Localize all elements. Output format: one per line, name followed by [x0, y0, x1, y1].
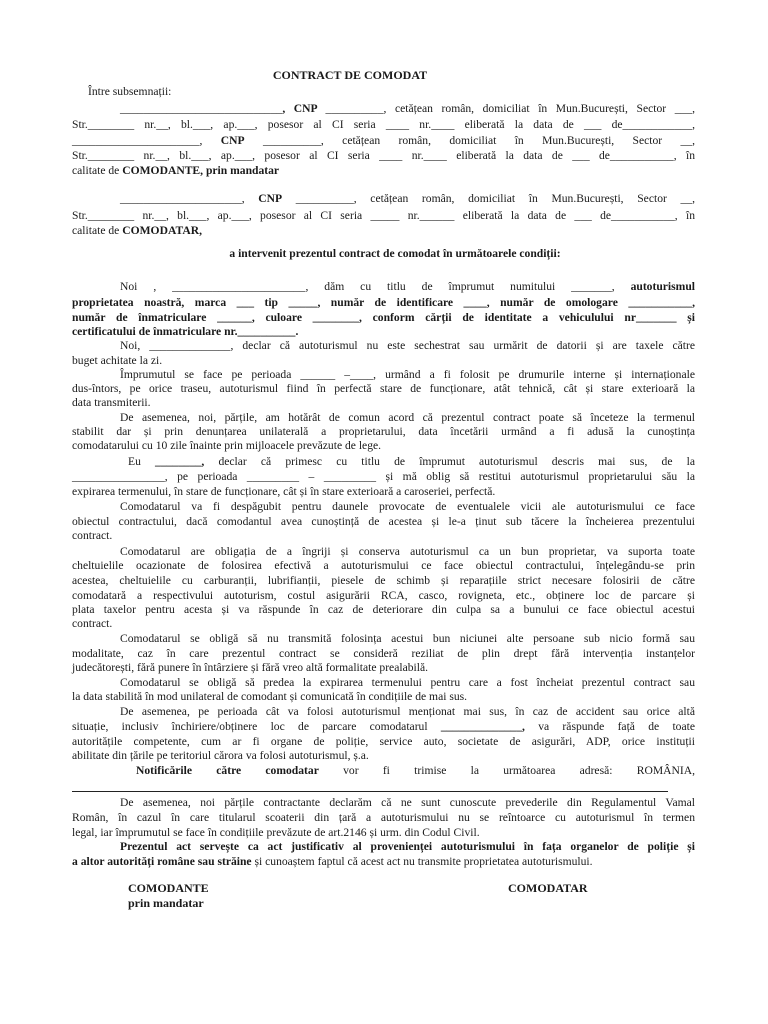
address-underline	[72, 791, 668, 792]
contract-line	[72, 164, 279, 178]
conditions-heading: a intervenit prezentul contract de comodat în următoarele condiții:	[229, 247, 561, 260]
text-segment: ________________, pe perioada _________ – _________ și mă oblig să restitui autoturismul proprietarului său la	[72, 470, 695, 483]
contract-line	[128, 455, 695, 469]
text-segment: autoturismul	[630, 280, 695, 293]
intro-text: Între subsemnații:	[88, 85, 172, 98]
text-segment: proprietatea noastră, marca ___ tip _____, număr de identificare ____, număr de omologare ___________,	[72, 296, 695, 309]
text-segment: contract.	[72, 529, 113, 542]
contract-line	[120, 102, 695, 116]
contract-line	[72, 311, 695, 325]
text-segment: acestea, cheltuielile cu carburanții, lubrifianții, piesele de schimb și reparațiile strict necesare folosirii de către	[72, 574, 695, 587]
contract-line	[72, 749, 369, 763]
contract-line	[120, 339, 695, 353]
contract-line	[72, 589, 695, 603]
contract-line	[120, 840, 695, 854]
text-segment: legal, iar împrumutul se face în condițiile prevăzute de art.2146 și urm. din Codul Civil.	[72, 826, 480, 839]
text-segment: buget achitate la zi.	[72, 354, 163, 367]
text-segment: a altor autorități române sau străine	[72, 855, 252, 868]
contract-line	[72, 118, 695, 132]
contract-line	[72, 603, 695, 617]
contract-line	[72, 325, 298, 339]
text-segment: Comodatarul are obligația de a îngriji și conserva autoturismul ca un bun proprietar, va suporta toate	[120, 545, 695, 558]
contract-line	[72, 149, 695, 163]
text-segment: calitate de	[72, 164, 123, 177]
text-segment: va răspunde față de toate	[524, 720, 695, 733]
contract-line	[120, 705, 695, 719]
text-segment: stabilit dar și prin denunțarea unilaterală a proprietarului, data încetării urmând a fi adusă la cunoștința	[72, 425, 695, 438]
text-segment: De asemenea, pe perioada cât va folosi autoturismul menționat mai sus, în caz de accident sau orice altă	[120, 705, 695, 718]
text-segment: Român, în cazul în care titularul scoaterii din țară a autoturismului nu se reîntoarce cu autoturismul în termen	[72, 811, 695, 824]
signature-comodante: COMODANTE	[128, 881, 209, 895]
contract-line	[72, 617, 112, 631]
text-segment: , CNP	[282, 102, 326, 115]
text-segment: și cunoaștem faptul că acest act nu transmite proprietatea autoturismului.	[251, 855, 593, 868]
contract-line	[72, 382, 695, 396]
contract-line	[72, 559, 695, 573]
contract-line	[72, 529, 112, 543]
text-segment: vor fi trimise la următoarea adresă: ROMÂNIA,	[318, 764, 696, 777]
text-segment: __________, cetățean român, domiciliat în Mun.București, Sector __,	[244, 134, 696, 147]
text-segment: calitate de	[72, 224, 123, 237]
contract-line	[72, 574, 695, 588]
text-segment: expirarea termenului, în stare de funcționare, cât și în stare exterioară a caroseriei, perfectă.	[72, 485, 496, 498]
contract-line	[72, 855, 593, 869]
text-segment: Prezentul act servește ca act justificativ al provenienței autoturismului în fața organelor de poliție și	[120, 840, 695, 853]
contract-line	[72, 396, 151, 410]
contract-line	[72, 470, 695, 484]
text-segment: contract.	[72, 617, 113, 630]
text-segment: situație, inclusiv închiriere/obținere loc de parcare comodatarul	[72, 720, 441, 733]
text-segment: certificatului de înmatriculare nr.__________.	[72, 325, 299, 338]
text-segment: Str.________ nr.__, bl.___, ap.___, posesor al CI seria ____ nr.____ eliberată la data de ___ de____________,	[72, 118, 695, 131]
text-segment: Eu	[128, 455, 156, 468]
contract-line	[136, 764, 695, 778]
text-segment: Împrumutul se face pe perioada ______ –____, urmând a fi folosit pe drumurile interne și internaționale	[120, 368, 695, 381]
contract-line	[72, 224, 202, 238]
text-segment: plata taxelor pentru acesta și va răspunde în caz de deteriorare din culpa sa a bunului ce face obiectul acestui	[72, 603, 695, 616]
text-segment: comodatară a respectivului autoturism, costul asigurării RCA, casco, rovigneta, etc., obținere loc de parcare și	[72, 589, 695, 602]
contract-line	[120, 500, 695, 514]
contract-line	[72, 354, 162, 368]
text-segment: ______________________,	[72, 134, 221, 147]
text-segment: _____________________,	[120, 192, 259, 205]
contract-line	[72, 690, 467, 704]
contract-line	[72, 735, 695, 749]
text-segment: la data stabilită în mod unilateral de comodant și comunicată în condițiile de mai sus.	[72, 690, 468, 703]
contract-line	[120, 676, 695, 690]
contract-line	[72, 134, 695, 148]
contract-line	[120, 192, 695, 206]
text-segment: CNP	[258, 192, 283, 205]
text-segment: ____________________________	[120, 102, 283, 115]
text-segment: obiectul contractului, dacă comodantul avea cunoștință de acestea și le-a ținut sub tăcere la încheierea prezentului	[72, 515, 695, 528]
signature-comodante-mandatar: prin mandatar	[128, 896, 204, 910]
contract-line	[72, 439, 381, 453]
contract-line	[72, 425, 695, 439]
contract-line	[120, 545, 695, 559]
text-segment: De asemenea, noi, părțile, am hotărât de comun acord că prezentul contract poate să înceteze la termenul	[120, 411, 695, 424]
text-segment: CNP	[220, 134, 245, 147]
text-segment: __________, cetățean român, domiciliat în Mun.București, Sector __,	[282, 192, 696, 205]
text-segment: ________,	[155, 455, 205, 468]
text-segment: modalitate, caz în care prezentul contract se consideră reziliat de plin drept fără intervenția instanțelor	[72, 647, 695, 660]
contract-line	[72, 209, 695, 223]
contract-line	[72, 811, 695, 825]
text-segment: data transmiterii.	[72, 396, 151, 409]
text-segment: dus-întors, pe orice traseu, autoturismul fiind în perfectă stare de funcționare, atât tehnică, cât și stare exterioară la	[72, 382, 695, 395]
contract-line	[120, 368, 695, 382]
contract-line	[72, 515, 695, 529]
text-segment: Str.________ nr.__, bl.___, ap.___, posesor al CI seria _____ nr.______ eliberată la data de ___ de___________, în	[72, 209, 695, 222]
contract-line	[72, 296, 695, 310]
contract-line	[72, 826, 480, 840]
text-segment: judecătorești, fără punere în întârziere și fără vreo altă formalitate prealabilă.	[72, 661, 428, 674]
contract-line	[72, 485, 495, 499]
signature-comodatar: COMODATAR	[508, 881, 588, 895]
text-segment: De asemenea, noi părțile contractante declarăm că ne sunt cunoscute prevederile din Regulamentul Vamal	[120, 796, 695, 809]
contract-line	[72, 720, 695, 734]
contract-line	[72, 647, 695, 661]
text-segment: Comodatarul va fi despăgubit pentru daunele provocate de eventualele vicii ale autoturismului ce face	[120, 500, 695, 513]
text-segment: Comodatarul se obligă să predea la expirarea termenului pentru care a fost încheiat prezentul contract sau	[120, 676, 695, 689]
text-segment: cheltuielile ocazionate de folosirea efectivă a autoturismului ce face obiectul contractului, înțelegându-se prin	[72, 559, 695, 572]
contract-line	[120, 796, 695, 810]
text-segment: Str.________ nr.__, bl.___, ap.___, posesor al CI seria ____ nr.____ eliberată la data de ___ de___________, în	[72, 149, 695, 162]
text-segment: COMODATAR,	[122, 224, 202, 237]
contract-line	[120, 411, 695, 425]
text-segment: abilitate din țările pe teritoriul cărora va folosi autoturismul, ș.a.	[72, 749, 369, 762]
text-segment: număr de înmatriculare ______, culoare ________, conform cărții de identitate a vehiculului nr_______ și	[72, 311, 695, 324]
document-title: CONTRACT DE COMODAT	[272, 68, 428, 82]
text-segment: COMODANTE, prin mandatar	[122, 164, 280, 177]
text-segment: __________, cetățean român, domiciliat în Mun.București, Sector ___,	[325, 102, 695, 115]
text-segment: declar că primesc cu titlu de împrumut autoturismul descris mai sus, de la	[204, 455, 695, 468]
contract-line	[120, 632, 695, 646]
text-segment: Comodatarul se obligă să nu transmită folosința acestui bun niciunei alte persoane sub nicio formă sau	[120, 632, 695, 645]
text-segment: Notificările către comodatar	[136, 764, 319, 777]
text-segment: Noi, ______________, declar că autoturismul nu este sechestrat sau urmărit de datorii și are taxele către	[120, 339, 695, 352]
text-segment: Noi , _______________________, dăm cu titlu de împrumut numitului _______,	[120, 280, 631, 293]
text-segment: ______________,	[440, 720, 525, 733]
text-segment: autoritățile competente, cum ar fi organe de poliție, service auto, societate de asigurări, ADP, orice instituții	[72, 735, 695, 748]
contract-line	[72, 661, 428, 675]
contract-line	[120, 280, 695, 294]
text-segment: comodatarului cu 10 zile înainte prin mijloacele prevăzute de lege.	[72, 439, 382, 452]
